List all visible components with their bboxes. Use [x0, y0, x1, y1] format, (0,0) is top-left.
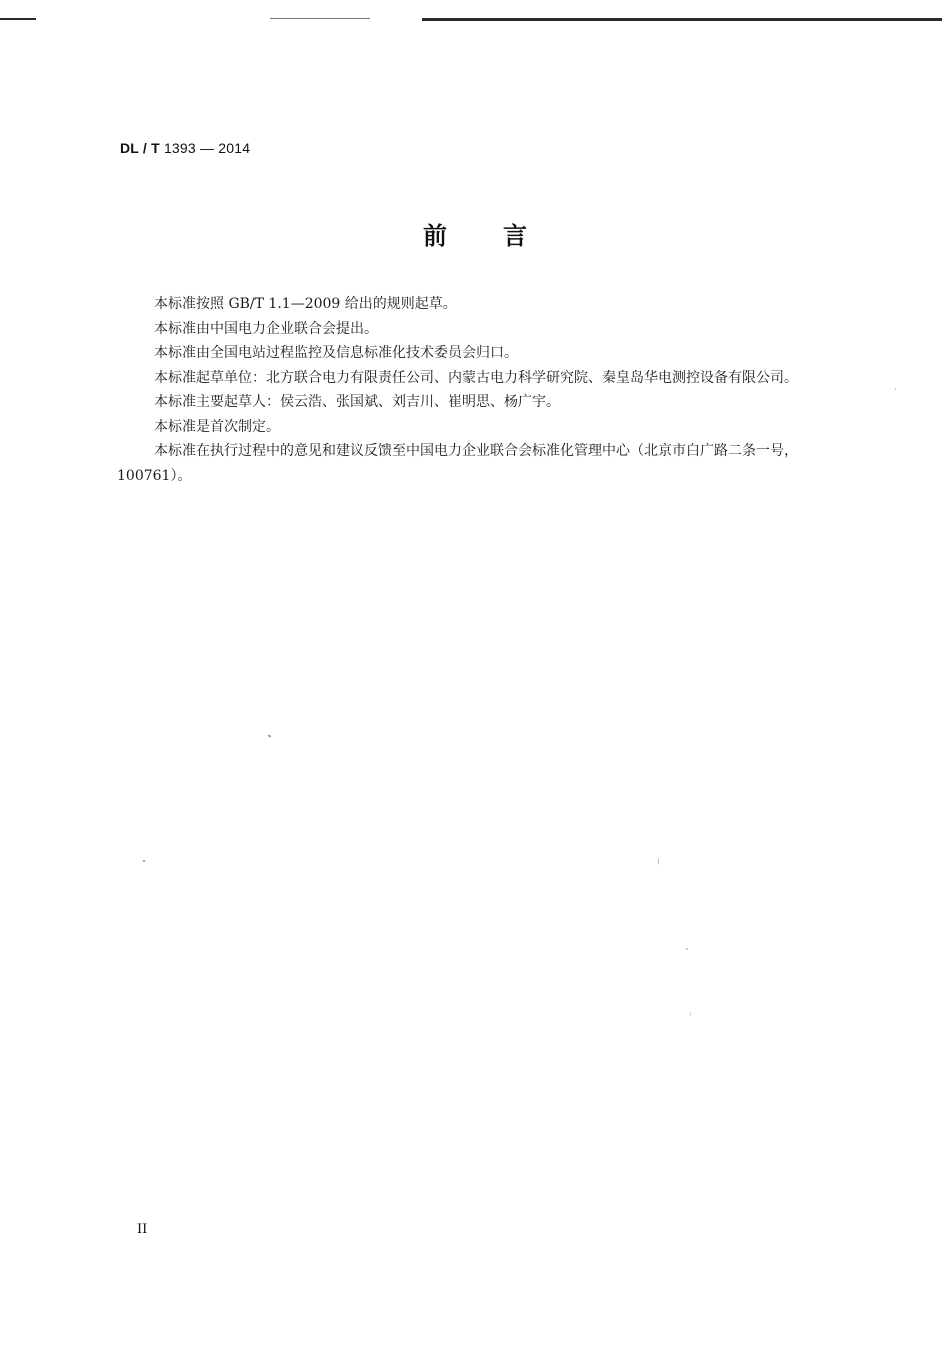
paragraph-first-edition: 本标准是首次制定。 — [154, 418, 280, 435]
standard-code-header — [120, 140, 250, 156]
paragraph-feedback: 本标准在执行过程中的意见和建议反馈至中国电力企业联合会标准化管理中心（北京市白广路二条一号，100761）。 — [117, 443, 798, 484]
paragraph-drafting-units: 本标准起草单位：北方联合电力有限责任公司、内蒙古电力科学研究院、秦皇岛华电测控设备有限公司。 — [154, 369, 798, 386]
scan-edge-mark-right — [422, 18, 942, 21]
standard-prefix: DL / T — [120, 140, 160, 156]
scan-edge-mark-left — [0, 18, 36, 20]
scan-speck — [690, 1012, 691, 1016]
standard-number: 1393 — 2014 — [163, 140, 251, 156]
paragraph-drafting-rules: 本标准按照 GB/T 1.1—2009 给出的规则起草。 — [154, 296, 457, 312]
scan-speck — [143, 860, 145, 862]
paragraph-committee: 本标准由全国电站过程监控及信息标准化技术委员会归口。 — [154, 345, 518, 361]
scan-speck — [268, 734, 272, 737]
scan-speck — [895, 388, 896, 390]
scan-speck — [658, 858, 659, 865]
paragraph-proposer: 本标准由中国电力企业联合会提出。 — [154, 320, 378, 337]
scan-speck — [686, 948, 688, 950]
page-title: 前言 — [423, 222, 583, 250]
paragraph-main-drafters: 本标准主要起草人：侯云浩、张国斌、刘吉川、崔明思、杨广宇。 — [154, 394, 560, 410]
preface-body — [117, 292, 857, 488]
scan-edge-mark-middle — [270, 18, 370, 19]
page-number: II — [137, 1222, 148, 1237]
